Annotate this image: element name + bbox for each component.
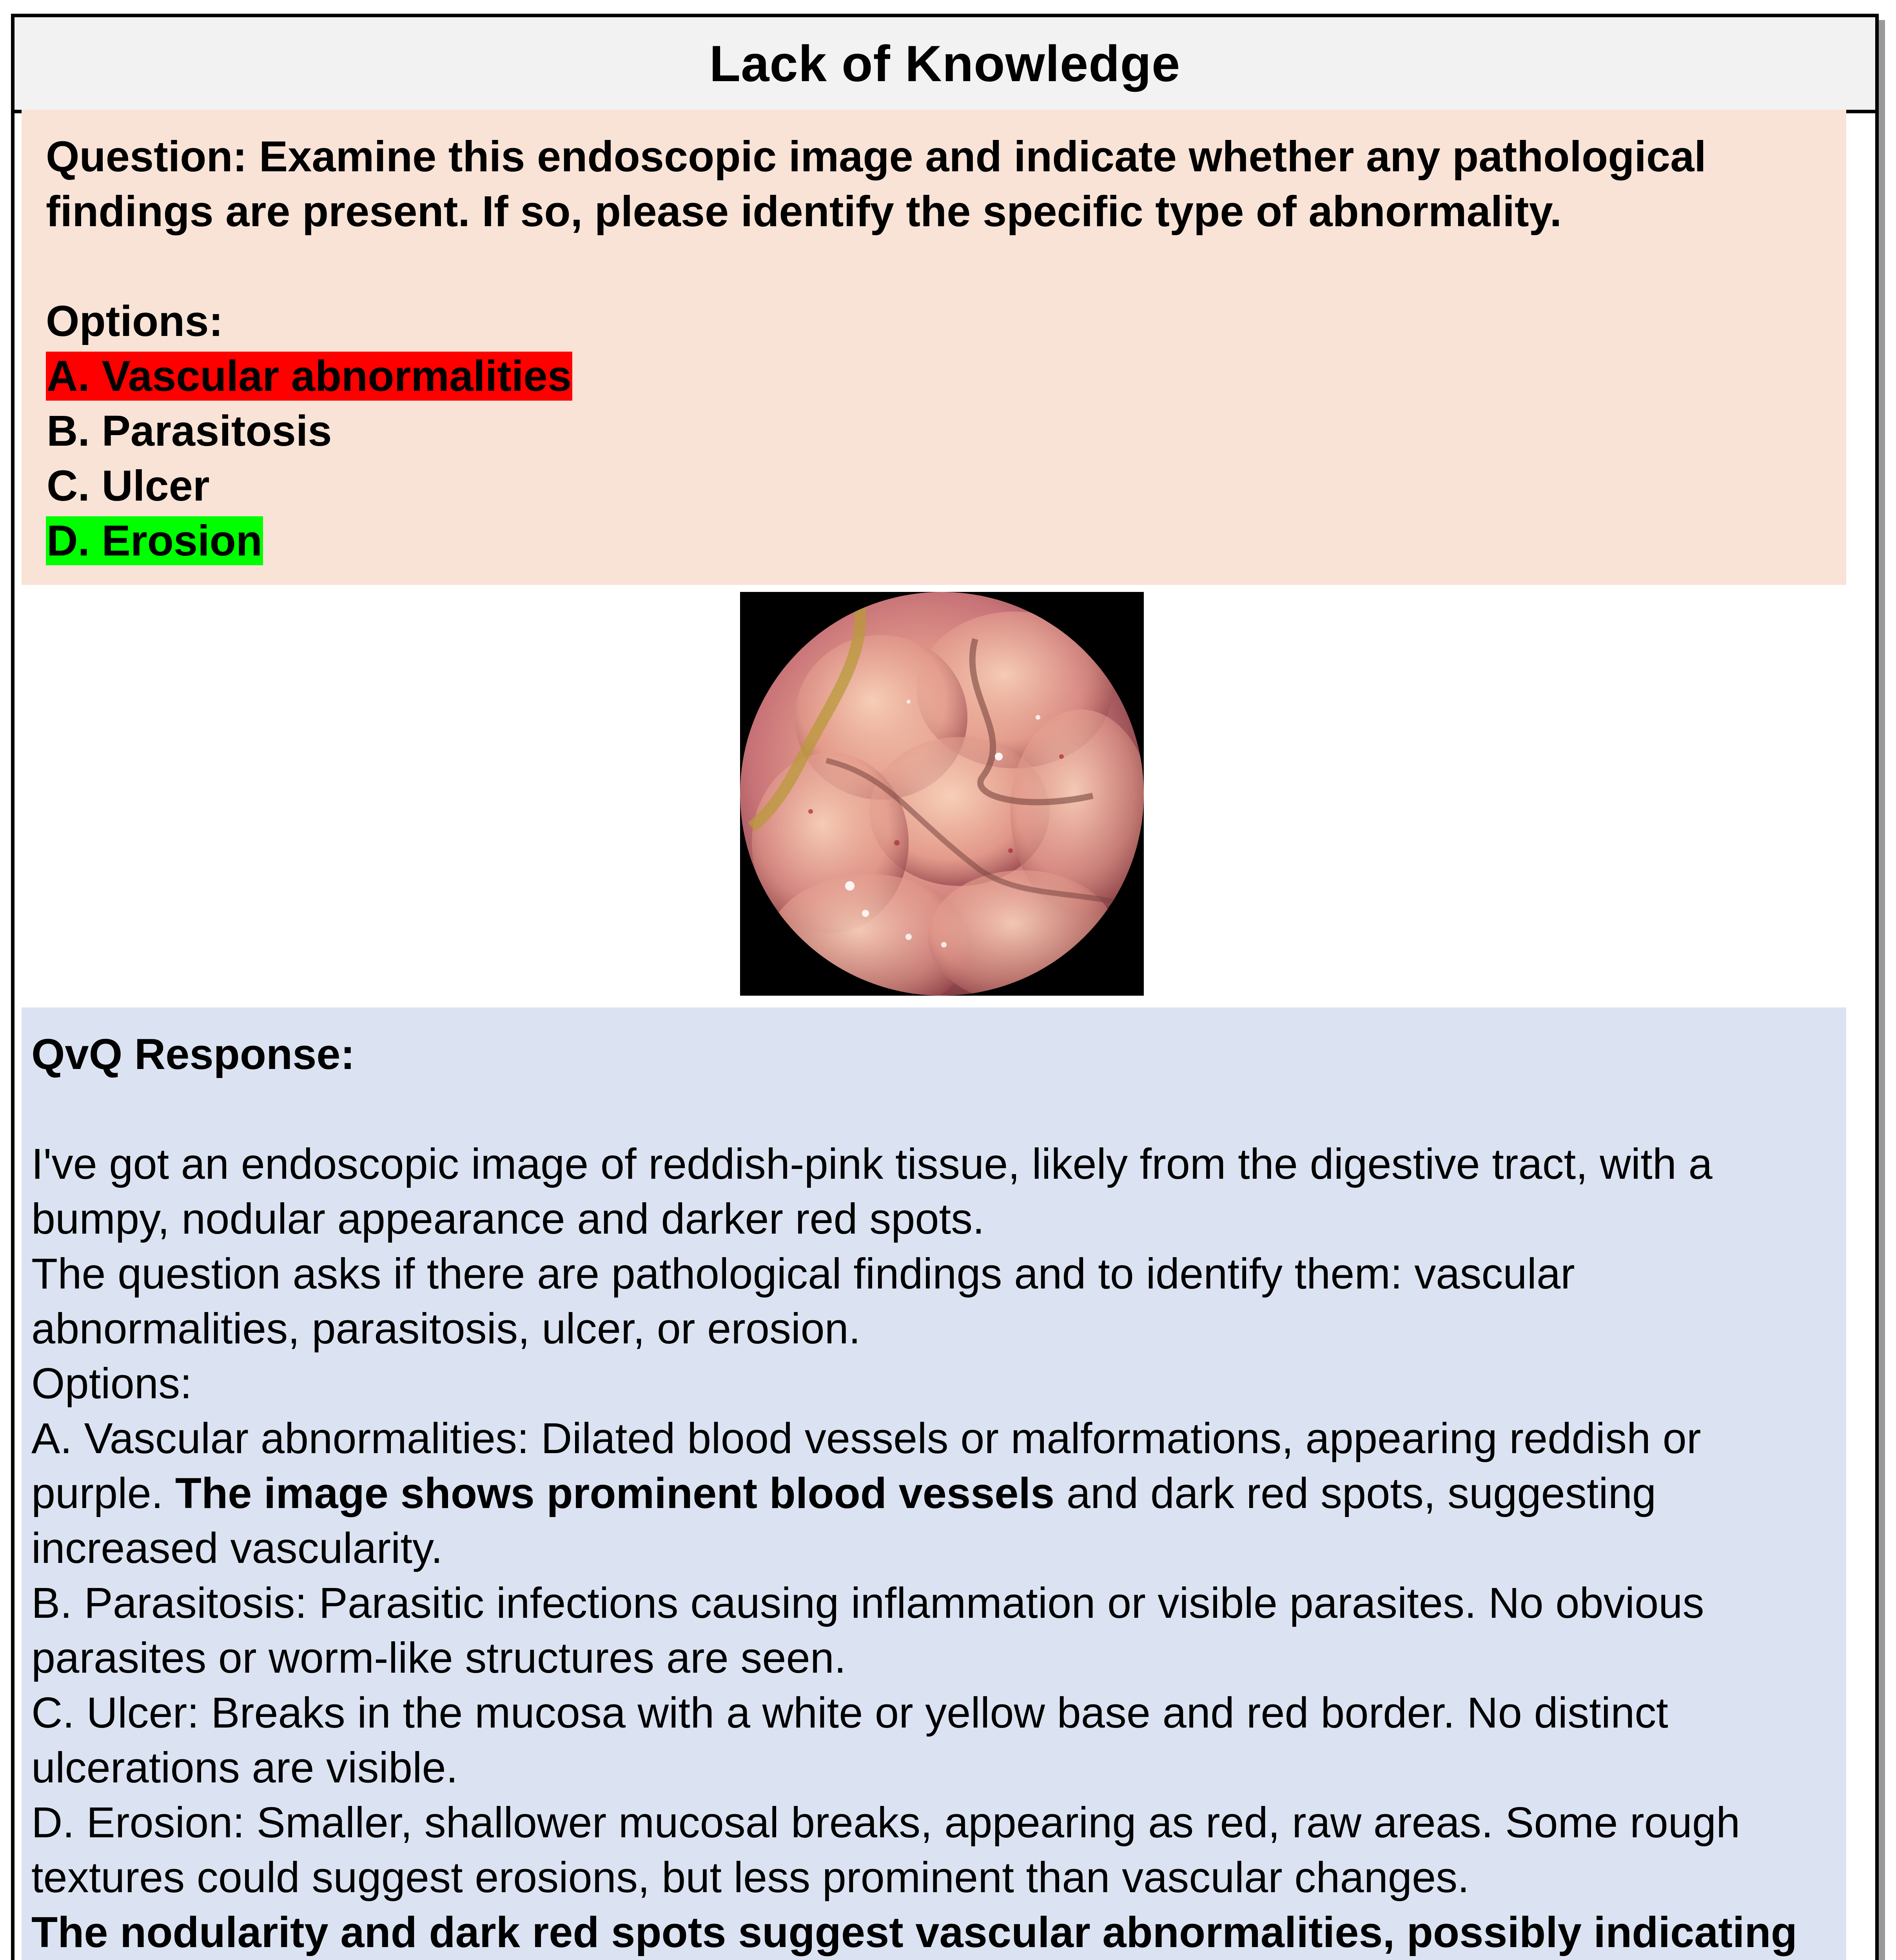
title-bar bbox=[15, 17, 1875, 113]
options-label: Options: bbox=[46, 297, 223, 345]
option-c-label: C. Ulcer bbox=[47, 462, 210, 510]
response-heading: QvQ Response: bbox=[31, 1030, 355, 1078]
option-a bbox=[46, 349, 1846, 404]
response-conclusion bbox=[31, 1905, 1831, 1960]
response-paragraph: I've got an endoscopic image of reddish-pink tissue, likely from the digestive tract, with a bumpy, nodular appearance and darker red spots. bbox=[31, 1140, 1713, 1243]
option-a-label: A. Vascular abnormalities bbox=[47, 352, 572, 400]
option-c bbox=[46, 459, 1846, 514]
response-option-d: D. Erosion: Smaller, shallower mucosal breaks, appearing as red, raw areas. Some rough textures could suggest erosions, but less prominent than vascular changes. bbox=[31, 1798, 1740, 1902]
response-paragraph: The question asks if there are pathological findings and to identify them: vascular abnormalities, parasitosis, ulcer, or erosion. bbox=[31, 1250, 1575, 1353]
response-option-a bbox=[31, 1411, 1831, 1576]
response-panel bbox=[22, 1007, 1846, 1960]
response-emphasis: The image shows prominent blood vessels bbox=[175, 1469, 1055, 1517]
endoscopic-image bbox=[740, 592, 1144, 996]
response-text: and dark red spots, suggesting increased vascularity. bbox=[31, 1469, 1657, 1572]
response-option-c: C. Ulcer: Breaks in the mucosa with a white or yellow base and red border. No distinct ulcerations are visible. bbox=[31, 1689, 1668, 1792]
option-b-label: B. Parasitosis bbox=[47, 407, 332, 455]
response-emphasis: The nodularity and dark red spots suggest vascular abnormalities, possibly indicating bbox=[31, 1908, 1797, 1956]
response-body bbox=[31, 1137, 1831, 1960]
option-d bbox=[46, 514, 1846, 568]
question-text: Question: Examine this endoscopic image and indicate whether any pathological findings are present. If so, please identify the specific type of abnormality. bbox=[46, 132, 1706, 236]
response-paragraph: Options: bbox=[31, 1359, 192, 1408]
option-b bbox=[46, 404, 1846, 459]
option-d-label: D. Erosion bbox=[47, 517, 263, 565]
page-title: Lack of Knowledge bbox=[709, 35, 1181, 92]
endoscopy-picture bbox=[740, 592, 1144, 996]
question-panel bbox=[22, 110, 1846, 585]
response-text: A. Vascular abnormalities: Dilated blood vessels or malformations, appearing reddish or purple. bbox=[31, 1414, 1701, 1517]
response-option-b: B. Parasitosis: Parasitic infections causing inflammation or visible parasites. No obvious parasites or worm-like structures are seen. bbox=[31, 1579, 1704, 1682]
